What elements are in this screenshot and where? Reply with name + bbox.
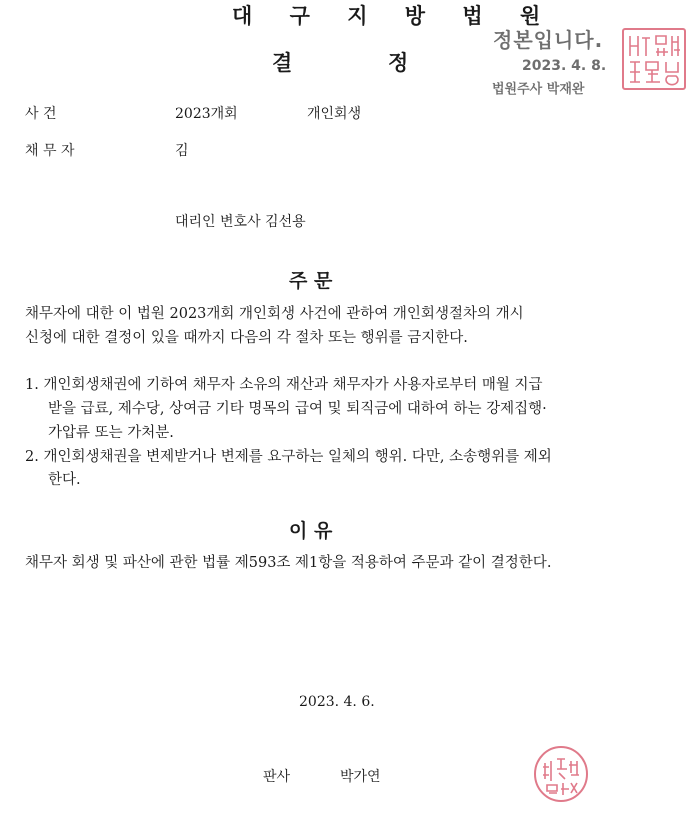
case-name: 개인회생 bbox=[307, 106, 362, 122]
order-item-2-line-2: 한다. bbox=[48, 472, 81, 488]
reason-text: 채무자 회생 및 파산에 관한 법률 제593조 제1항을 적용하여 주문과 같이 결정한다. bbox=[25, 555, 552, 571]
reason-heading: 이 유 bbox=[289, 520, 333, 542]
debtor-name: 김 bbox=[175, 143, 189, 159]
judge-name: 박가연 bbox=[340, 769, 381, 785]
order-item-1-line-3: 가압류 또는 가처분. bbox=[48, 425, 174, 441]
case-label: 사 건 bbox=[25, 106, 57, 122]
order-intro-line-2: 신청에 대한 결정이 있을 때까지 다음의 각 절차 또는 행위를 금지한다. bbox=[25, 330, 468, 346]
certified-copy-title: 정본입니다. bbox=[493, 28, 604, 52]
judge-title: 판사 bbox=[263, 769, 291, 785]
document-type bbox=[272, 47, 409, 77]
court-name: 대 구 지 방 법 원 bbox=[232, 4, 556, 28]
judge-seal-icon bbox=[533, 745, 589, 803]
decision-date: 2023. 4. 6. bbox=[299, 694, 375, 710]
order-intro-line-1: 채무자에 대한 이 법원 2023개회 개인회생 사건에 관하여 개인회생절차의 개시 bbox=[25, 306, 524, 322]
order-heading: 주 문 bbox=[289, 270, 333, 292]
court-seal-icon bbox=[622, 28, 686, 90]
order-item-2-line-1: 2. 개인회생채권을 변제받거나 변제를 요구하는 일체의 행위. 다만, 소송행위를 제외 bbox=[25, 449, 552, 465]
debtor-label: 채 무 자 bbox=[25, 143, 75, 159]
document-type-right: 정 bbox=[388, 51, 409, 75]
order-item-1-line-2: 받을 급료, 제수당, 상여금 기타 명목의 급여 및 퇴직금에 대하여 하는 강제집행· bbox=[48, 401, 547, 417]
agent-attorney: 대리인 변호사 김선용 bbox=[175, 214, 306, 230]
case-number: 2023개회 bbox=[175, 106, 238, 122]
document-type-left: 결 bbox=[272, 51, 293, 75]
order-item-1-line-1: 1. 개인회생채권에 기하여 채무자 소유의 재산과 채무자가 사용자로부터 매월 지급 bbox=[25, 377, 543, 393]
certified-copy-clerk: 법원주사 박재완 bbox=[492, 82, 585, 97]
certified-copy-date: 2023. 4. 8. bbox=[522, 58, 607, 74]
